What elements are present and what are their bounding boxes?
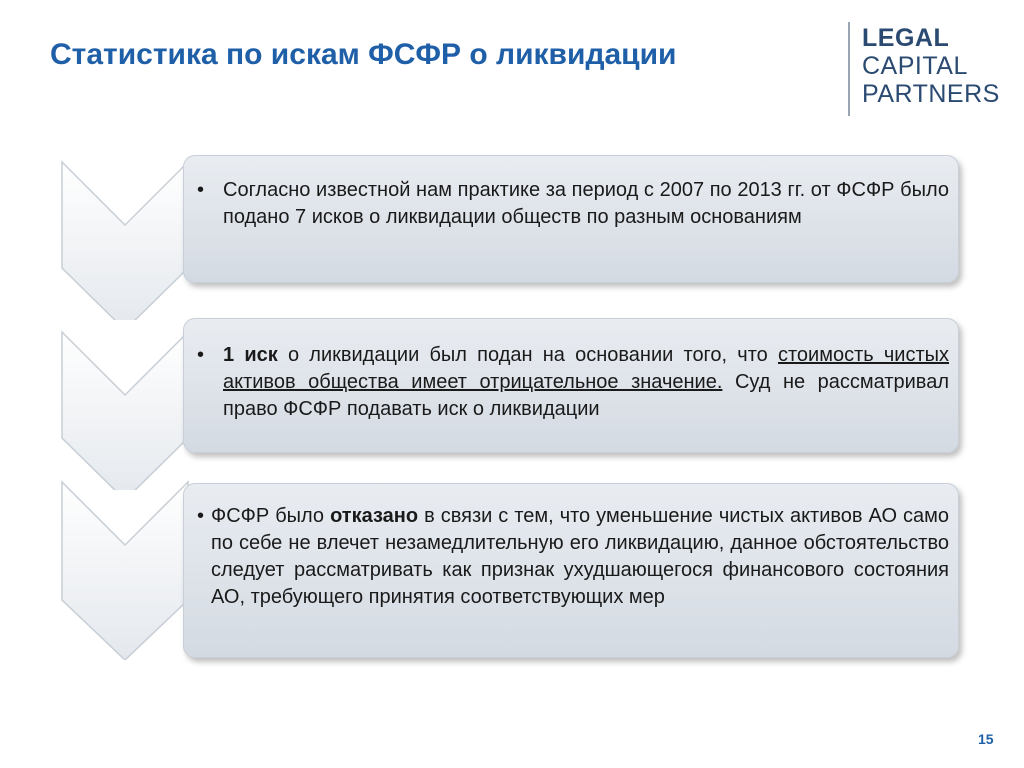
slide-title: Статистика по искам ФСФР о ликвидации (50, 38, 677, 71)
box-3-text (197, 503, 949, 611)
box-2-paragraph (197, 342, 949, 423)
bullet: • (197, 505, 205, 527)
text-segment: о ликвидации был подан на основании того, что (277, 344, 778, 366)
logo-line-2: CAPITAL (862, 52, 968, 80)
logo-line-1: LEGAL (862, 24, 950, 52)
chevron-down-icon (60, 480, 190, 660)
chevron-down-icon (60, 160, 190, 320)
info-box-2 (183, 318, 959, 453)
chevron-down-icon (60, 330, 190, 490)
info-box-1 (183, 155, 959, 283)
box-1-text (197, 177, 949, 231)
logo-line-3: PARTNERS (862, 80, 1000, 108)
text-segment: ФСФР было (211, 505, 331, 527)
underlined-text: стоимость чистых активов общества имеет отрицательное значение. (223, 344, 949, 393)
box-1-paragraph: Согласно известной нам практике за период с 2007 по 2013 гг. от ФСФР было подано 7 исков о ликвидации обществ по разным основаниям (223, 179, 949, 228)
page-number: 15 (978, 731, 994, 747)
bold-lead: 1 иск (223, 344, 278, 366)
info-box-3 (183, 483, 959, 658)
logo-divider (848, 22, 850, 116)
text-segment: в связи с тем, что уменьшение чистых активов АО само по себе не влечет незамедлительную его ликвидацию, данное обстоятельство следует рассматривать как признак ухудшающегося финансового состояния АО, требующего принятия соответствующих мер (211, 505, 950, 608)
company-logo (862, 24, 1000, 108)
text-segment: Суд не рассматривал право ФСФР подавать иск о ликвидации (223, 371, 949, 420)
bullet: • (197, 179, 205, 201)
box-2-text (197, 342, 949, 423)
bullet: • (197, 344, 205, 366)
box-3-paragraph (197, 503, 949, 611)
bold-text: отказано (330, 505, 419, 527)
